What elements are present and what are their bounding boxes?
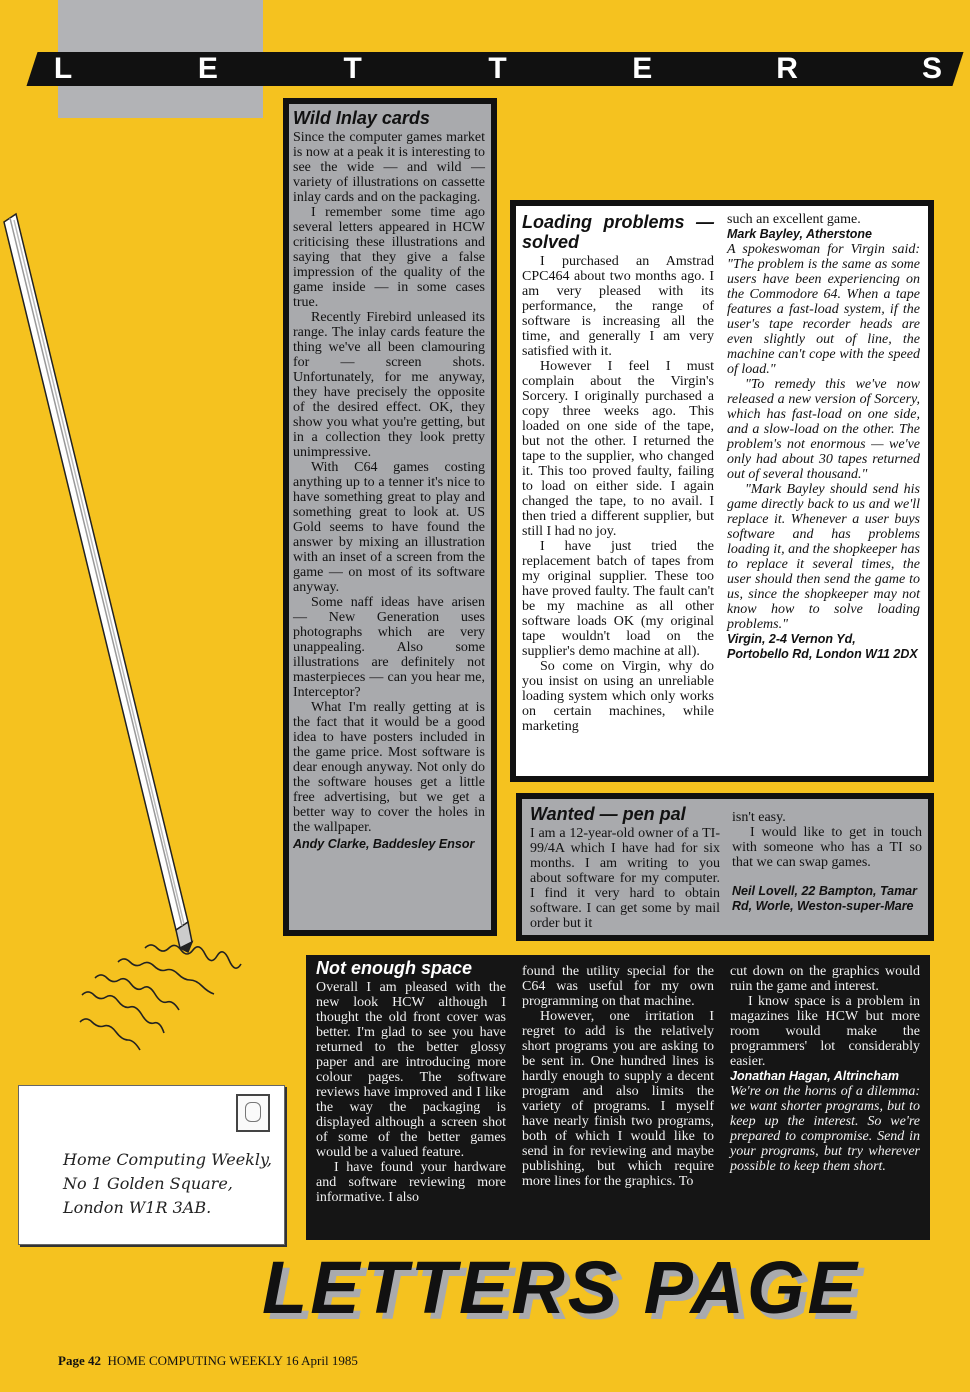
editor-reply: "Mark Bayley should send his game directly back to us and we'll replace it. Whenever a user buys software and has problems loading it, and the shopkeeper has to replace it several times, the user should then send the game to us, since the shopkeeper may not know how to solve loading problems." bbox=[727, 482, 920, 632]
editor-reply: We're on the horns of a dilemma: we want shorter programs, but to keep up the interest. So we're prepared to compromise. Send in your programs, but try wherever possible to keep them short. bbox=[730, 1084, 920, 1174]
not-enough-space-col1 bbox=[316, 958, 506, 1205]
banner-letter: E bbox=[632, 52, 653, 85]
banner-letter: S bbox=[921, 52, 942, 85]
pen-pal-col2 bbox=[732, 810, 922, 914]
letter-paragraph: So come on Virgin, why do you insist on using an unreliable loading system which only works on certain machines, while marketing bbox=[522, 659, 714, 734]
wild-inlay-title: Wild Inlay cards bbox=[293, 108, 430, 128]
letter-paragraph: Some naff ideas have arisen — New Generation uses photographs which are very unappealing. Also some illustrations are definitely not masterpieces — can you hear me, Interceptor? bbox=[293, 595, 485, 700]
letter-paragraph: With C64 games costing anything up to a tenner it's nice to have something great to play and something great to look at. US Gold seems to have found the answer by mixing an illustration with an inset of a screen from the game — on most of its software anyway. bbox=[293, 460, 485, 595]
not-enough-space-title: Not enough space bbox=[316, 958, 473, 978]
letter-paragraph: Since the computer games market is now at a peak it is interesting to see the wide — and wild — variety of illustrations on cassette inlay cards and on the packaging. bbox=[293, 130, 485, 205]
pen-body bbox=[4, 214, 192, 952]
loading-problems-title: Loading problems — solved bbox=[522, 212, 714, 252]
banner-letter: T bbox=[343, 52, 362, 85]
editor-reply: "To remedy this we've now released a new version of Sorcery, which has fast-load on one side, and a slow-load on the other. The problem's not enormous — we've only had about 30 tapes returned out of several thousand." bbox=[727, 377, 920, 482]
letter-paragraph: I have found your hardware and software reviewing more informative. I also bbox=[316, 1160, 506, 1205]
pen-pal-title: Wanted — pen pal bbox=[530, 804, 686, 824]
not-enough-space-col3 bbox=[730, 964, 920, 1174]
pen-pal-col1 bbox=[530, 804, 720, 931]
letter-paragraph: found the utility special for the C64 was useful for my own programming on that machine. bbox=[522, 964, 714, 1009]
address-line: No 1 Golden Square, bbox=[63, 1174, 233, 1193]
page-title: LETTERS PAGE bbox=[262, 1246, 860, 1329]
envelope bbox=[18, 1085, 285, 1245]
page-footer bbox=[58, 1353, 358, 1369]
letter-paragraph: cut down on the graphics would ruin the game and interest. bbox=[730, 964, 920, 994]
pen-pal-signature: Neil Lovell, 22 Bampton, Tamar Rd, Worle, Weston-super-Mare bbox=[732, 884, 918, 913]
letter-paragraph: such an excellent game. bbox=[727, 212, 861, 227]
not-enough-space-col2 bbox=[522, 964, 714, 1189]
letter-paragraph: I am a 12-year-old owner of a TI-99/4A which I have had for six months. I am writing to you about software for my computer. I find it very hard to obtain software. I can get some by mail order but it bbox=[530, 826, 720, 931]
banner-letter: T bbox=[488, 52, 507, 85]
banner-letter: E bbox=[197, 52, 218, 85]
not-enough-space-signature: Jonathan Hagan, Altrincham bbox=[730, 1069, 900, 1083]
letter-paragraph: However, one irritation I regret to add is the relatively short programs you are asking to be sent in. One hundred lines is hardly enough to supply a decent program and also limits the variety of programs. I myself have nearly finish two programs, both of which I would like to send in for reviewing and maybe publishing, but which require more lines for the graphics. To bbox=[522, 1009, 714, 1189]
letter-paragraph: I would like to get in touch with someone who has a TI so that we can swap games. bbox=[732, 825, 922, 870]
letter-paragraph: I know space is a problem in magazines like HCW but more room would make the programmers' lot considerably easier. bbox=[730, 994, 920, 1069]
letter-paragraph: I have just tried the replacement batch of tapes from my original supplier. These too have proved faulty. The fault can't be my machine as all other software loads OK (my original tape wouldn't load on the supplier's demo machine at all). bbox=[522, 539, 714, 659]
banner-letters bbox=[45, 52, 950, 86]
pen-illustration bbox=[0, 200, 290, 1080]
letter-paragraph: However I feel I must complain about the Virgin's Sorcery. I originally purchased a copy three weeks ago. This loaded on one side of the tape, but not the other. I returned the tape to the supplier, who changed it. This too proved faulty, failing to load on either side. I again changed the tape, to no avail. I then tried a different supplier, but still I had no joy. bbox=[522, 359, 714, 539]
editor-reply: A spokeswoman for Virgin said: "The problem is the same as some users have been experiencing on the Commodore 64. When a tape features a fast-load system, if the user's tape recorder heads are even slightly out of line, the machine can't cope with the speed of load." bbox=[727, 242, 920, 377]
banner-letter: L bbox=[53, 52, 73, 85]
wild-inlay-letter bbox=[293, 108, 485, 852]
loading-problems-signature: Mark Bayley, Atherstone bbox=[727, 227, 872, 241]
loading-problems-col1 bbox=[522, 212, 714, 734]
wild-inlay-signature: Andy Clarke, Baddesley Ensor bbox=[293, 837, 475, 851]
letter-paragraph: Recently Firebird unleased its range. The inlay cards feature the thing we've all been clamouring for — screen shots. Unfortunately, for me anyway, they have precisely the opposite of the desired effect. OK, they show you what you're getting, but in a collection they look pretty unimpressive. bbox=[293, 310, 485, 460]
address-line: Home Computing Weekly, bbox=[63, 1150, 272, 1169]
scribble-lines bbox=[80, 945, 241, 1050]
page-number: Page 42 bbox=[58, 1353, 101, 1368]
letter-paragraph: I remember some time ago several letters appeared in HCW criticising these illustrations and saying that they give a false impression of the quality of the game inside — in some cases true. bbox=[293, 205, 485, 310]
letter-paragraph: Overall I am pleased with the new look HCW although I thought the old front cover was better. I'm glad to see you have returned to the better glossy paper and are introducing more colour pages. The software reviews have improved and I like the way the packaging is displayed although a screen shot of some of the better games would be a valued feature. bbox=[316, 980, 506, 1160]
loading-problems-col2 bbox=[727, 212, 920, 662]
letter-paragraph: What I'm really getting at is the fact that it would be a good idea to have posters included in the game price. Most software is dear enough anyway. Not only do the software houses get a little free advertising, but we get a better way to cover the holes in the wallpaper. bbox=[293, 700, 485, 835]
address-line: London W1R 3AB. bbox=[63, 1198, 212, 1217]
footer-text: HOME COMPUTING WEEKLY 16 April 1985 bbox=[107, 1353, 358, 1368]
banner-letter: R bbox=[776, 52, 798, 85]
envelope-address bbox=[63, 1148, 272, 1220]
letter-paragraph: isn't easy. bbox=[732, 810, 786, 825]
virgin-address: Virgin, 2-4 Vernon Yd, Portobello Rd, London W11 2DX bbox=[727, 632, 918, 661]
letter-paragraph: I purchased an Amstrad CPC464 about two months ago. I am very pleased with its performance, the range of software is increasing all the time, and generally I am very satisfied with it. bbox=[522, 254, 714, 359]
stamp-icon bbox=[236, 1094, 270, 1132]
